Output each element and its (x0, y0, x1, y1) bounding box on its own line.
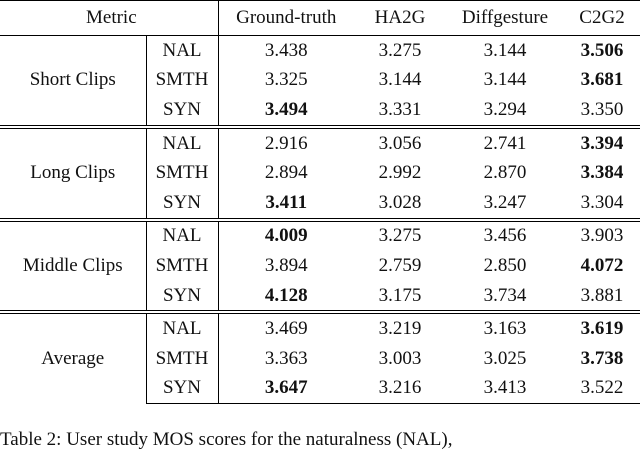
ground-truth-cell: 3.325 (264, 69, 308, 91)
header-diffgesture: Diffgesture (461, 7, 549, 28)
metric-cell: SYN (146, 281, 218, 313)
table-row (0, 220, 640, 252)
header-c2g2: C2G2 (579, 7, 625, 28)
diffgesture-cell: 3.734 (483, 284, 527, 306)
c2g2-cell: 4.072 (580, 254, 624, 276)
table-caption: Table 2: User study MOS scores for the naturalness (NAL), (0, 429, 453, 450)
ground-truth-cell: 4.128 (264, 284, 308, 306)
group-label: Short Clips (0, 36, 146, 127)
c2g2-cell: 3.384 (580, 162, 624, 184)
group-label: Middle Clips (0, 220, 146, 313)
ground-truth-cell: 4.009 (218, 220, 354, 252)
ha2g-cell: 3.056 (354, 127, 446, 159)
ha2g-cell: 3.144 (378, 69, 422, 91)
c2g2-cell: 3.304 (580, 191, 624, 213)
diffgesture-cell: 3.144 (483, 39, 527, 61)
header-row (0, 1, 640, 36)
group-short-clips (0, 36, 640, 127)
metric-cell: SMTH (146, 158, 218, 188)
ha2g-cell: 3.219 (354, 312, 446, 344)
diffgesture-cell: 3.413 (446, 374, 564, 404)
ground-truth-cell: 3.647 (218, 374, 354, 404)
diffgesture-cell: 2.850 (483, 254, 527, 276)
diffgesture-cell: 3.294 (483, 98, 527, 120)
metric-cell: SYN (146, 95, 218, 127)
ground-truth-cell: 3.363 (264, 347, 308, 369)
metric-cell: SYN (146, 374, 218, 404)
header-ground-truth: Ground-truth (236, 7, 337, 28)
ha2g-cell: 2.759 (378, 254, 422, 276)
ground-truth-cell: 3.469 (218, 312, 354, 344)
group-middle-clips (0, 220, 640, 313)
c2g2-cell: 3.681 (580, 69, 624, 91)
ground-truth-cell: 3.438 (264, 39, 308, 61)
ha2g-cell: 3.216 (354, 374, 446, 404)
ha2g-cell: 3.275 (378, 39, 422, 61)
ha2g-cell: 3.275 (354, 220, 446, 252)
ground-truth-cell: 2.916 (218, 127, 354, 159)
metric-cell: NAL (146, 220, 218, 252)
ground-truth-cell: 3.494 (264, 98, 308, 120)
ground-truth-cell: 2.894 (264, 162, 308, 184)
metric-cell: SYN (146, 188, 218, 220)
c2g2-cell: 3.619 (564, 312, 640, 344)
metric-cell: SMTH (146, 251, 218, 281)
header-ha2g: HA2G (374, 7, 426, 28)
c2g2-cell: 3.522 (564, 374, 640, 404)
header-metric: Metric (0, 1, 218, 36)
ground-truth-cell: 3.894 (264, 254, 308, 276)
table-header (0, 1, 640, 36)
group-label: Long Clips (0, 127, 146, 220)
diffgesture-cell: 3.163 (446, 312, 564, 344)
ha2g-cell: 2.992 (378, 162, 422, 184)
c2g2-cell: 3.350 (580, 98, 624, 120)
diffgesture-cell: 2.741 (446, 127, 564, 159)
c2g2-cell: 3.738 (580, 347, 624, 369)
table-row (0, 36, 640, 66)
ha2g-cell: 3.331 (378, 98, 422, 120)
table-row (0, 127, 640, 159)
metric-cell: SMTH (146, 344, 218, 374)
group-label: Average (0, 312, 146, 403)
metric-cell: NAL (146, 36, 218, 66)
ground-truth-cell: 3.411 (265, 191, 308, 213)
diffgesture-cell: 3.025 (483, 347, 527, 369)
diffgesture-cell: 3.247 (483, 191, 527, 213)
c2g2-cell: 3.506 (580, 39, 624, 61)
table-row (0, 312, 640, 344)
diffgesture-cell: 3.144 (483, 69, 527, 91)
c2g2-cell: 3.903 (564, 220, 640, 252)
c2g2-cell: 3.881 (580, 284, 624, 306)
group-average (0, 312, 640, 403)
metric-cell: NAL (146, 312, 218, 344)
diffgesture-cell: 3.456 (446, 220, 564, 252)
diffgesture-cell: 2.870 (483, 162, 527, 184)
ha2g-cell: 3.028 (378, 191, 422, 213)
ha2g-cell: 3.003 (378, 347, 422, 369)
metric-cell: NAL (146, 127, 218, 159)
metric-cell: SMTH (146, 66, 218, 96)
c2g2-cell: 3.394 (564, 127, 640, 159)
ha2g-cell: 3.175 (378, 284, 422, 306)
group-long-clips (0, 127, 640, 220)
